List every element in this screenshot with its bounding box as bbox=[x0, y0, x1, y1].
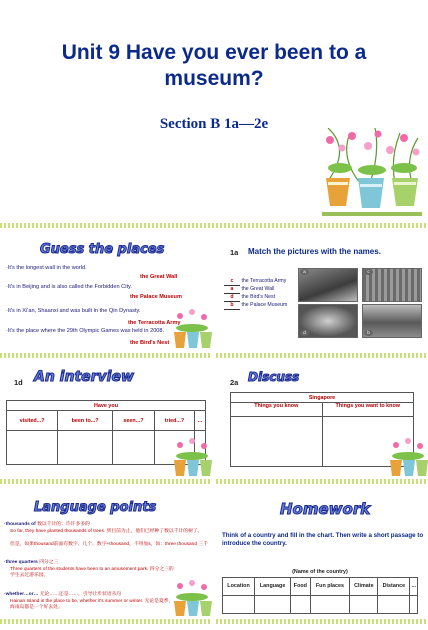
section-label: 1d bbox=[14, 378, 23, 387]
language-point: ·three quarters 四分之三 bbox=[4, 560, 59, 565]
clue-text: ·It's in Beijing and is also called the Forbidden City. bbox=[6, 284, 132, 290]
clue-answer: the Palace Museum bbox=[130, 294, 182, 300]
interview-slide bbox=[0, 364, 212, 484]
stripe-border bbox=[0, 479, 212, 484]
table-header: Singapore bbox=[231, 393, 414, 403]
slide-heading: Homework bbox=[280, 500, 371, 518]
table-cell: ... bbox=[195, 411, 206, 431]
picture-tag: a bbox=[300, 269, 309, 275]
title-slide bbox=[0, 0, 428, 228]
language-point: ·whether…or… 无论……还是……，引导让步状语从句 bbox=[4, 592, 122, 597]
table-cell: Food bbox=[291, 577, 310, 595]
table-cell: Things you know bbox=[231, 403, 323, 417]
clue-text: ·It's the longest wall in the world. bbox=[6, 265, 87, 271]
stripe-border bbox=[0, 353, 212, 358]
slide-heading: Match the pictures with the names. bbox=[248, 247, 381, 256]
table-cell: ... bbox=[410, 577, 418, 595]
name-list bbox=[224, 278, 287, 310]
slide-title: Unit 9 Have you ever been to a museum? bbox=[61, 41, 367, 90]
homework-instruction: Think of a country and fill in the chart. Then write a short passage to introduce the country. bbox=[222, 532, 424, 547]
match-pictures-slide bbox=[216, 238, 428, 358]
language-point: ·thousands of 数以千计的；许许多多的 bbox=[4, 522, 90, 527]
discuss-table bbox=[230, 392, 414, 467]
flower-pots-illustration bbox=[172, 580, 212, 620]
stripe-border bbox=[216, 619, 428, 624]
language-points-slide bbox=[0, 494, 212, 624]
clue-answer: the Bird's Nest bbox=[130, 340, 170, 346]
slide-heading: Language points bbox=[34, 500, 157, 515]
slide-heading: Guess the places bbox=[40, 242, 165, 257]
list-item: b the Palace Museum bbox=[224, 302, 287, 310]
list-item: c the Terracotta Army bbox=[224, 278, 287, 286]
language-point: 但是，如果thousand前面有数字、几个、数字+thousand，不用加s，如：three thousand 三千 bbox=[10, 542, 208, 547]
slide-subtitle: Section B 1a—2e bbox=[159, 116, 269, 132]
table-cell: Distance bbox=[378, 577, 410, 595]
stripe-border bbox=[216, 479, 428, 484]
guess-places-slide bbox=[0, 238, 212, 358]
table-cell: been to...? bbox=[58, 411, 113, 431]
slide-heading: Discuss bbox=[248, 370, 300, 384]
stripe-border bbox=[0, 223, 428, 228]
table-cell: seen...? bbox=[113, 411, 155, 431]
picture-tag: c bbox=[364, 269, 373, 275]
flower-pots-illustration bbox=[388, 438, 428, 480]
picture-tag: d bbox=[300, 330, 309, 336]
table-cell: visited...? bbox=[7, 411, 58, 431]
clue-text: ·It's in Xi'an, Shaanxi and was built in the Qin Dynasty. bbox=[6, 308, 141, 314]
flower-pots-illustration bbox=[320, 128, 424, 218]
language-point: Three quarters of the students have been to an amusement park. 四分之三的学生去过游乐园。 bbox=[10, 567, 174, 578]
table-cell: Language bbox=[255, 577, 291, 595]
section-label: 1a bbox=[230, 248, 239, 257]
clue-answer: the Great Wall bbox=[140, 274, 178, 280]
picture-tag: b bbox=[364, 330, 373, 336]
list-item: d the Bird's Nest bbox=[224, 294, 287, 302]
table-cell: tried...? bbox=[154, 411, 194, 431]
section-label: 2a bbox=[230, 378, 239, 387]
table-cell: Things you want to know bbox=[322, 403, 414, 417]
flower-pots-illustration bbox=[172, 438, 212, 480]
clue-text: ·It's the place where the 29th Olympic Games was held in 2008. bbox=[6, 328, 165, 334]
table-cell: Fun places bbox=[310, 577, 350, 595]
stripe-border bbox=[0, 619, 212, 624]
language-point: So far, they have planted thousands of trees. 到目前为止，他们已经种了数以千计的树了。 bbox=[10, 529, 203, 534]
list-item: a the Great Wall bbox=[224, 286, 287, 294]
discuss-slide bbox=[216, 364, 428, 484]
table-cell: Location bbox=[223, 577, 255, 595]
flower-pots-illustration bbox=[172, 308, 212, 352]
table-header: Have you bbox=[7, 401, 206, 411]
table-header: (Name of the country) bbox=[223, 568, 418, 577]
table-cell: Climate bbox=[350, 577, 378, 595]
stripe-border bbox=[216, 353, 428, 358]
slide-heading: An interview bbox=[34, 369, 134, 385]
homework-slide bbox=[216, 494, 428, 624]
homework-table bbox=[222, 568, 418, 614]
language-point: Hainan Island is the place to be, whether it's summer or winter. 无论是夏季，海南岛都是一个好去处。 bbox=[10, 599, 174, 610]
clue-answer: the Terracotta Army bbox=[128, 320, 181, 326]
